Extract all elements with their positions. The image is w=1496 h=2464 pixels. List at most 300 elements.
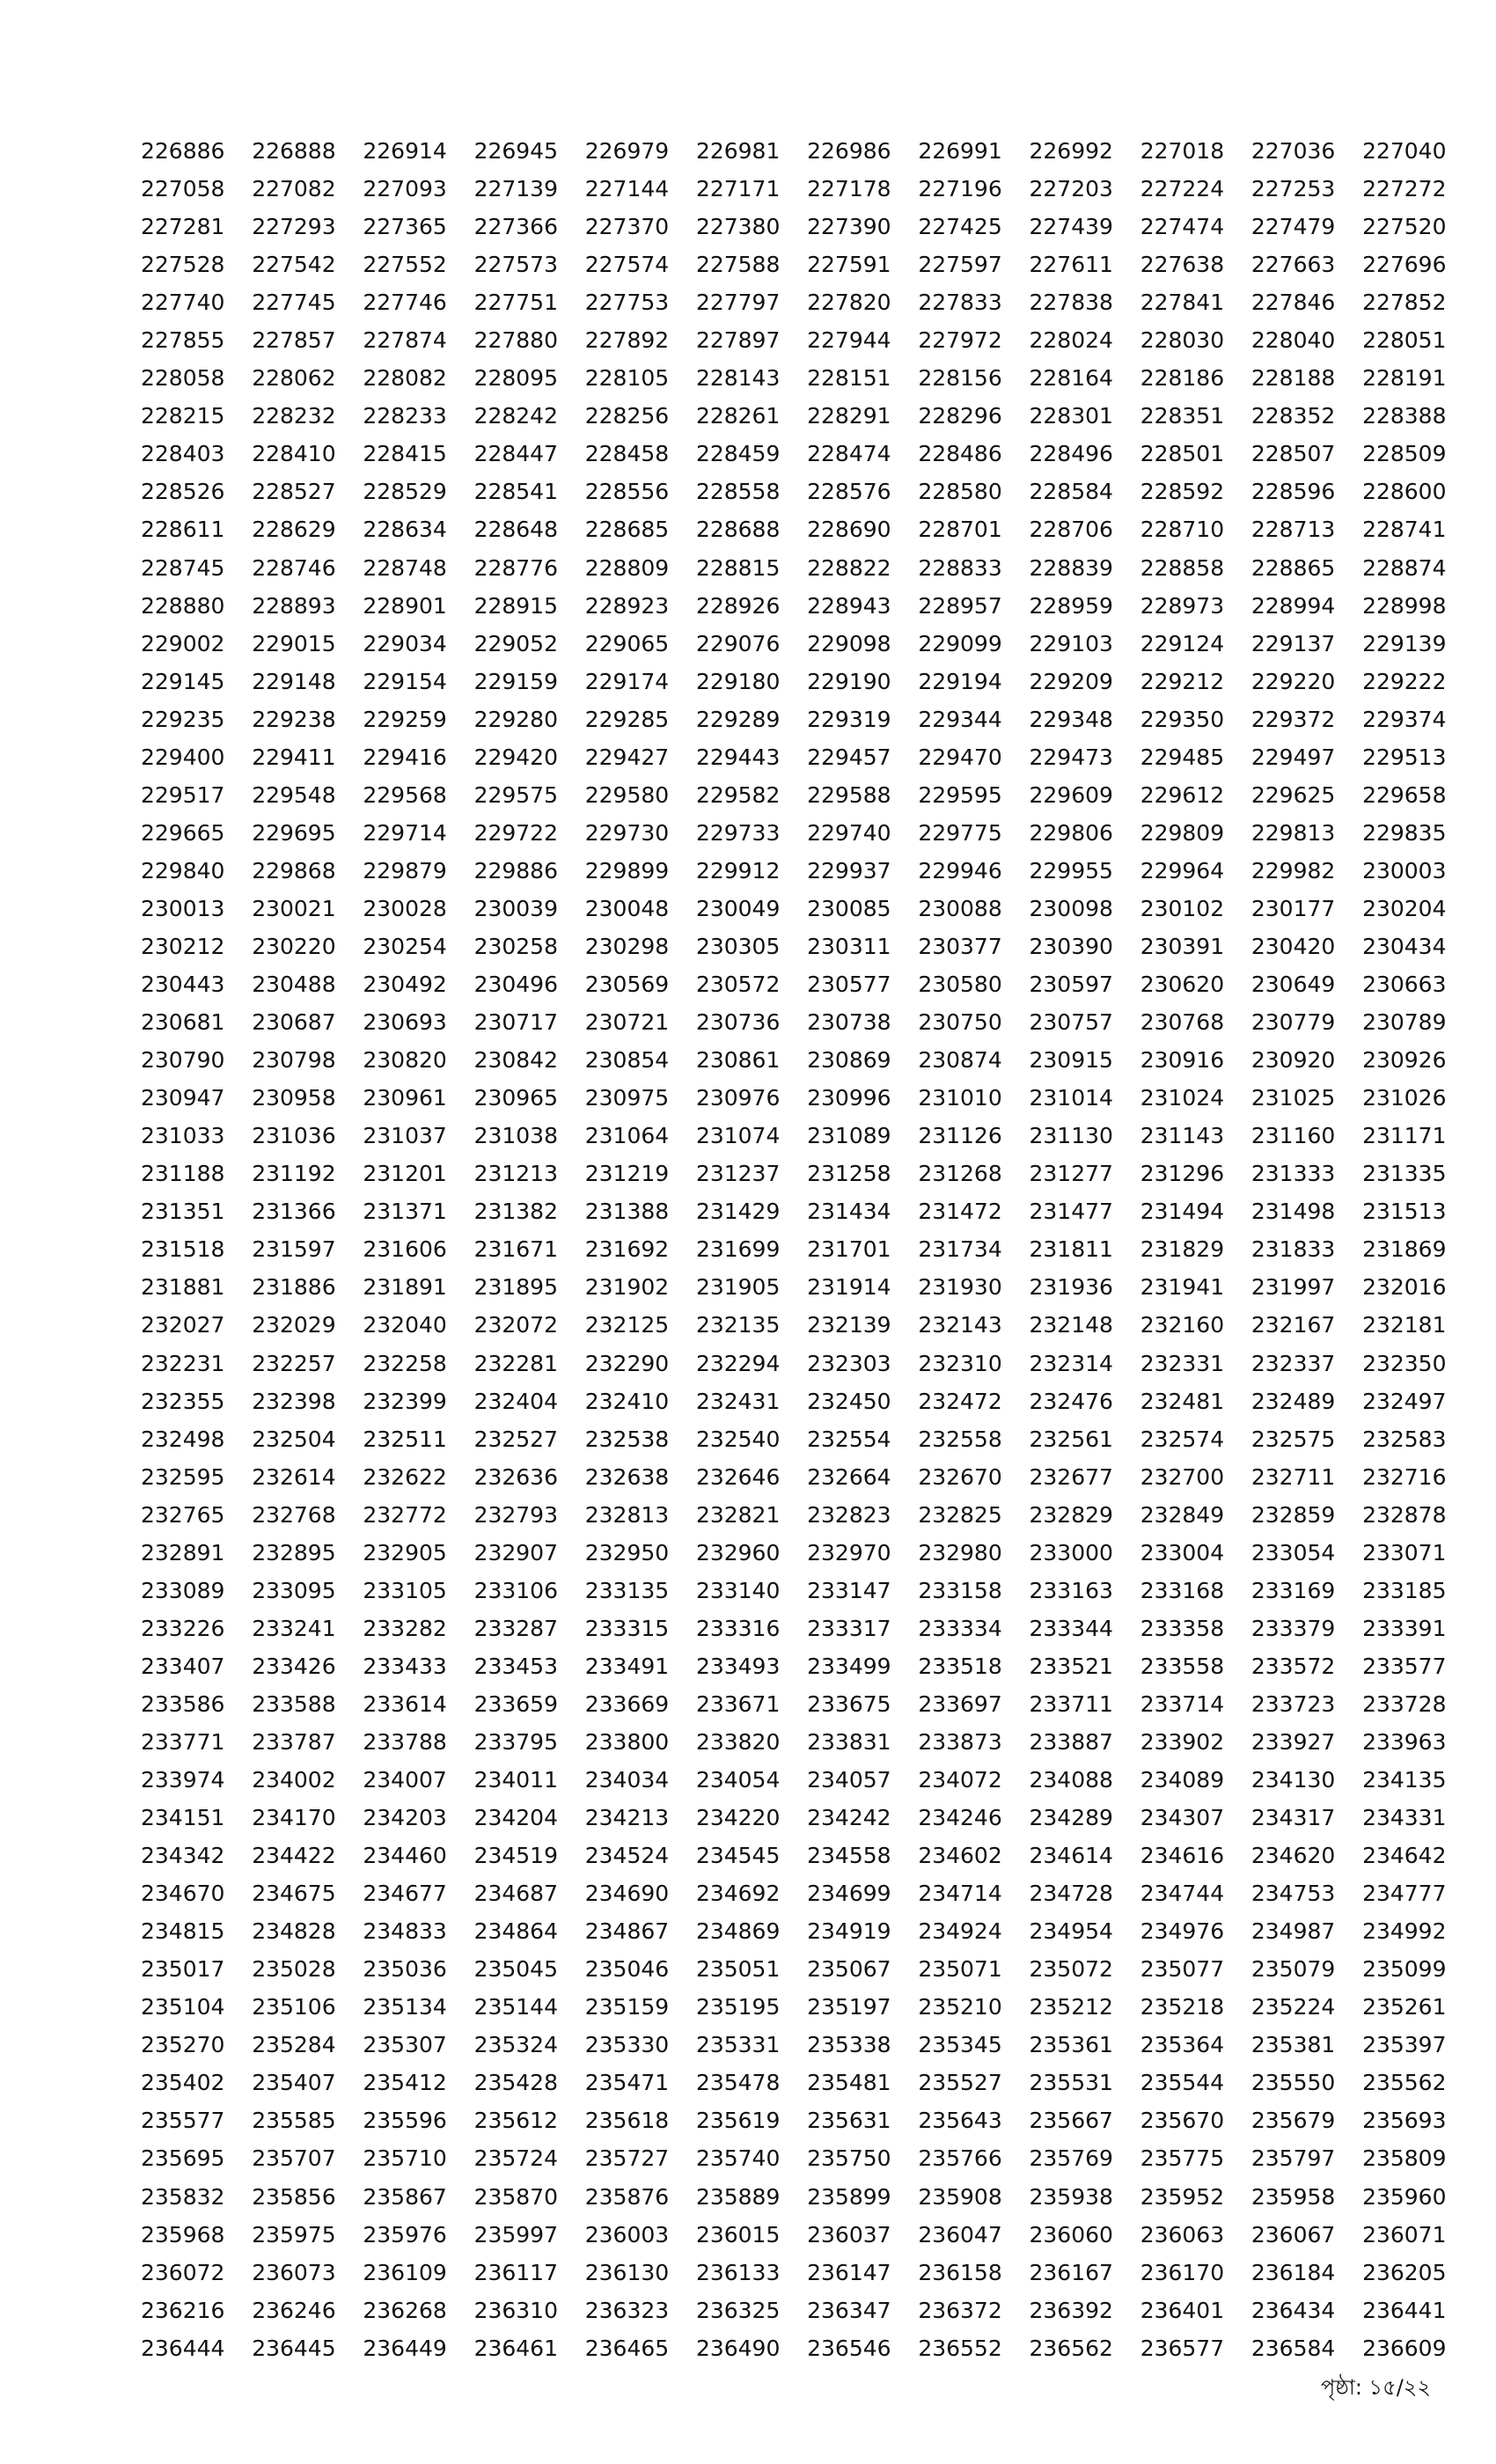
roll-number-cell: 234289: [1029, 1805, 1113, 1831]
roll-number-cell: 232980: [918, 1539, 1002, 1566]
roll-number-cell: 231024: [1140, 1085, 1225, 1111]
roll-number-cell: 235381: [1250, 2032, 1336, 2058]
roll-number-cell: 235159: [584, 1994, 670, 2020]
roll-number-cell: 235670: [1140, 2108, 1225, 2134]
roll-number-cell: 232527: [473, 1426, 558, 1452]
roll-number-cell: 227203: [1029, 176, 1113, 202]
roll-number-cell: 234246: [918, 1805, 1002, 1831]
roll-number-cell: 232950: [584, 1539, 670, 1566]
roll-number-cell: 233334: [918, 1615, 1002, 1641]
roll-number-cell: 233316: [695, 1615, 781, 1641]
roll-number-cell: 232167: [1250, 1312, 1336, 1338]
roll-number-cell: 235585: [252, 2108, 336, 2134]
roll-number-cell: 231201: [363, 1161, 447, 1187]
roll-number-cell: 235331: [695, 2032, 781, 2058]
roll-number-cell: 227574: [584, 252, 670, 278]
roll-number-cell: 230789: [1362, 1009, 1447, 1036]
roll-number-cell: 230693: [363, 1009, 447, 1036]
roll-number-cell: 235036: [363, 1956, 447, 1983]
roll-number-cell: 229350: [1140, 706, 1225, 732]
roll-number-cell: 228410: [252, 441, 336, 467]
roll-number-cell: 233000: [1029, 1539, 1113, 1566]
roll-number-cell: 229912: [695, 857, 781, 884]
roll-number-cell: 229416: [363, 744, 447, 770]
roll-number-cell: 228957: [918, 592, 1002, 619]
roll-number-cell: 231143: [1140, 1123, 1225, 1149]
roll-number-cell: 235619: [695, 2108, 781, 2134]
roll-number-cell: 232160: [1140, 1312, 1225, 1338]
roll-number-cell: 232823: [807, 1501, 891, 1528]
roll-number-cell: 229148: [252, 668, 336, 694]
roll-number-cell: 234602: [918, 1843, 1002, 1869]
roll-number-cell: 228558: [695, 479, 781, 505]
roll-number-cell: 232398: [252, 1388, 336, 1414]
roll-number-cell: 233358: [1140, 1615, 1225, 1641]
roll-number-cell: 236461: [473, 2335, 558, 2361]
roll-number-cell: 235195: [695, 1994, 781, 2020]
roll-number-cell: 228880: [141, 592, 225, 619]
roll-number-cell: 232574: [1140, 1426, 1225, 1452]
roll-number-cell: 228301: [1029, 403, 1113, 429]
roll-number-cell: 233714: [1140, 1690, 1225, 1717]
roll-number-cell: 230738: [807, 1009, 891, 1036]
roll-number-cell: 231869: [1362, 1236, 1447, 1263]
roll-number-cell: 232040: [363, 1312, 447, 1338]
roll-number-cell: 230721: [584, 1009, 670, 1036]
roll-number-cell: 231033: [141, 1123, 225, 1149]
roll-number-cell: 231902: [584, 1274, 670, 1301]
roll-number-cell: 233800: [584, 1728, 670, 1755]
roll-number-cell: 234135: [1362, 1767, 1447, 1793]
roll-number-cell: 227520: [1362, 214, 1447, 240]
roll-number-cell: 234728: [1029, 1881, 1113, 1907]
roll-number-cell: 231213: [473, 1161, 558, 1187]
roll-number-cell: 236449: [363, 2335, 447, 2361]
roll-number-cell: 230420: [1250, 933, 1336, 959]
roll-number-cell: 234867: [584, 1918, 670, 1945]
roll-number-cell: 228526: [141, 479, 225, 505]
roll-number-cell: 234777: [1362, 1881, 1447, 1907]
roll-number-cell: 228629: [252, 517, 336, 543]
roll-number-cell: 232765: [141, 1501, 225, 1528]
roll-number-cell: 228973: [1140, 592, 1225, 619]
roll-number-cell: 236072: [141, 2259, 225, 2285]
roll-number-cell: 235478: [695, 2070, 781, 2096]
roll-number-cell: 232410: [584, 1388, 670, 1414]
roll-number-cell: 232622: [363, 1463, 447, 1490]
roll-number-cell: 227552: [363, 252, 447, 278]
roll-number-cell: 229840: [141, 857, 225, 884]
roll-number-cell: 234524: [584, 1843, 670, 1869]
roll-number-cell: 227366: [473, 214, 558, 240]
roll-number-cell: 232891: [141, 1539, 225, 1566]
roll-number-cell: 231126: [918, 1123, 1002, 1149]
roll-number-cell: 227751: [473, 290, 558, 316]
roll-number-cell: 227846: [1250, 290, 1336, 316]
roll-number-cell: 233158: [918, 1577, 1002, 1603]
roll-number-cell: 230750: [918, 1009, 1002, 1036]
roll-number-cell: 230088: [918, 895, 1002, 921]
roll-number-cell: 229513: [1362, 744, 1447, 770]
roll-number-cell: 231025: [1250, 1085, 1336, 1111]
roll-number-cell: 235612: [473, 2108, 558, 2134]
roll-number-cell: 231371: [363, 1199, 447, 1225]
roll-number-cell: 232670: [918, 1463, 1002, 1490]
roll-number-cell: 233614: [363, 1690, 447, 1717]
roll-number-cell: 235210: [918, 1994, 1002, 2020]
roll-number-cell: 227880: [473, 327, 558, 354]
roll-number-cell: 232614: [252, 1463, 336, 1490]
roll-number-cell: 236552: [918, 2335, 1002, 2361]
roll-number-cell: 232472: [918, 1388, 1002, 1414]
roll-number-cell: 231366: [252, 1199, 336, 1225]
roll-number-cell: 231895: [473, 1274, 558, 1301]
roll-number-cell: 235952: [1140, 2183, 1225, 2210]
roll-number-cell: 232314: [1029, 1350, 1113, 1376]
roll-number-cell: 231606: [363, 1236, 447, 1263]
roll-number-cell: 230861: [695, 1047, 781, 1074]
roll-number-cell: 235134: [363, 1994, 447, 2020]
roll-number-cell: 227542: [252, 252, 336, 278]
roll-number-cell: 228040: [1250, 327, 1336, 354]
roll-number-cell: 228233: [363, 403, 447, 429]
roll-number-cell: 227058: [141, 176, 225, 202]
roll-number-cell: 233588: [252, 1690, 336, 1717]
roll-number-cell: 234342: [141, 1843, 225, 1869]
roll-number-cell: 234220: [695, 1805, 781, 1831]
roll-number-cell: 228776: [473, 554, 558, 581]
roll-number-cell: 235740: [695, 2145, 781, 2172]
roll-number-cell: 233379: [1250, 1615, 1336, 1641]
roll-number-cell: 235397: [1362, 2032, 1447, 2058]
roll-number-cell: 228833: [918, 554, 1002, 581]
roll-number-cell: 233491: [584, 1653, 670, 1679]
roll-number-cell: 234151: [141, 1805, 225, 1831]
roll-number-cell: 229722: [473, 819, 558, 846]
roll-number-cell: 232027: [141, 1312, 225, 1338]
roll-number-cell: 235975: [252, 2221, 336, 2248]
roll-number-cell: 231388: [584, 1199, 670, 1225]
roll-number-cell: 228082: [363, 365, 447, 392]
roll-number-cell: 229730: [584, 819, 670, 846]
roll-number-cell: 232303: [807, 1350, 891, 1376]
roll-number-cell: 232072: [473, 1312, 558, 1338]
roll-number-cell: 227855: [141, 327, 225, 354]
roll-number-cell: 228710: [1140, 517, 1225, 543]
roll-number-cell: 235775: [1140, 2145, 1225, 2172]
roll-number-cell: 227874: [363, 327, 447, 354]
roll-number-cell: 228748: [363, 554, 447, 581]
roll-number-cell: 235481: [807, 2070, 891, 2096]
roll-number-cell: 235104: [141, 1994, 225, 2020]
roll-number-cell: 227272: [1362, 176, 1447, 202]
roll-number-grid: [141, 132, 1473, 2367]
roll-number-cell: 228745: [141, 554, 225, 581]
roll-number-cell: 229548: [252, 781, 336, 808]
roll-number-cell: 229180: [695, 668, 781, 694]
roll-number-cell: 236401: [1140, 2297, 1225, 2323]
roll-number-cell: 232231: [141, 1350, 225, 1376]
roll-number-cell: 231930: [918, 1274, 1002, 1301]
roll-number-cell: 234011: [473, 1767, 558, 1793]
roll-number-cell: 236372: [918, 2297, 1002, 2323]
roll-number-cell: 235562: [1362, 2070, 1447, 2096]
roll-number-cell: 231905: [695, 1274, 781, 1301]
roll-number-cell: 227611: [1029, 252, 1113, 278]
roll-number-cell: 232404: [473, 1388, 558, 1414]
roll-number-cell: 231038: [473, 1123, 558, 1149]
roll-number-cell: 230842: [473, 1047, 558, 1074]
roll-number-cell: 231833: [1250, 1236, 1336, 1263]
roll-number-cell: 227591: [807, 252, 891, 278]
roll-number-cell: 231171: [1362, 1123, 1447, 1149]
roll-number-cell: 235550: [1250, 2070, 1336, 2096]
roll-number-cell: 234616: [1140, 1843, 1225, 1869]
roll-number-cell: 229139: [1362, 630, 1447, 656]
roll-number-cell: 228580: [918, 479, 1002, 505]
roll-number-cell: 227253: [1250, 176, 1336, 202]
roll-number-cell: 232716: [1362, 1463, 1447, 1490]
roll-number-cell: 235695: [141, 2145, 225, 2172]
roll-number-cell: 233105: [363, 1577, 447, 1603]
roll-number-cell: 228596: [1250, 479, 1336, 505]
roll-number-cell: 231026: [1362, 1085, 1447, 1111]
roll-number-cell: 233344: [1029, 1615, 1113, 1641]
roll-number-cell: 229625: [1250, 781, 1336, 808]
roll-number-cell: 235643: [918, 2108, 1002, 2134]
roll-number-cell: 232905: [363, 1539, 447, 1566]
roll-number-cell: 233095: [252, 1577, 336, 1603]
roll-number-cell: 229443: [695, 744, 781, 770]
roll-number-cell: 228232: [252, 403, 336, 429]
roll-number-cell: 227528: [141, 252, 225, 278]
roll-number-cell: 234642: [1362, 1843, 1447, 1869]
roll-number-cell: 231936: [1029, 1274, 1113, 1301]
roll-number-cell: 227390: [807, 214, 891, 240]
roll-number-cell: 229285: [584, 706, 670, 732]
roll-number-cell: 229473: [1029, 744, 1113, 770]
roll-number-cell: 235402: [141, 2070, 225, 2096]
roll-number-cell: 235997: [473, 2221, 558, 2248]
roll-number-cell: 231518: [141, 1236, 225, 1263]
roll-number-cell: 235544: [1140, 2070, 1225, 2096]
roll-number-cell: 231268: [918, 1161, 1002, 1187]
roll-number-cell: 227370: [584, 214, 670, 240]
roll-number-cell: 228746: [252, 554, 336, 581]
roll-number-cell: 232125: [584, 1312, 670, 1338]
roll-number-cell: 226945: [473, 138, 558, 164]
roll-number-cell: 235046: [584, 1956, 670, 1983]
roll-number-cell: 232825: [918, 1501, 1002, 1528]
roll-number-cell: 232907: [473, 1539, 558, 1566]
roll-number-cell: 234460: [363, 1843, 447, 1869]
roll-number-cell: 227897: [695, 327, 781, 354]
roll-number-cell: 230177: [1250, 895, 1336, 921]
roll-number-cell: 227892: [584, 327, 670, 354]
roll-number-cell: 229427: [584, 744, 670, 770]
roll-number-cell: 227474: [1140, 214, 1225, 240]
roll-number-cell: 235766: [918, 2145, 1002, 2172]
roll-number-cell: 235618: [584, 2108, 670, 2134]
roll-number-cell: 227841: [1140, 290, 1225, 316]
roll-number-cell: 235261: [1362, 1994, 1447, 2020]
roll-number-cell: 235976: [363, 2221, 447, 2248]
roll-number-cell: 234815: [141, 1918, 225, 1945]
roll-number-cell: 235710: [363, 2145, 447, 2172]
roll-number-cell: 227018: [1140, 138, 1225, 164]
roll-number-cell: 228915: [473, 592, 558, 619]
roll-number-cell: 230798: [252, 1047, 336, 1074]
roll-number-cell: 228690: [807, 517, 891, 543]
roll-number-cell: 235338: [807, 2032, 891, 2058]
roll-number-cell: 229002: [141, 630, 225, 656]
roll-number-cell: 227171: [695, 176, 781, 202]
roll-number-cell: 228388: [1362, 403, 1447, 429]
roll-number-cell: 229220: [1250, 668, 1336, 694]
roll-number-cell: 227144: [584, 176, 670, 202]
roll-number-cell: 236067: [1250, 2221, 1336, 2248]
roll-number-cell: 227093: [363, 176, 447, 202]
roll-number-cell: 229497: [1250, 744, 1336, 770]
roll-number-cell: 228998: [1362, 592, 1447, 619]
roll-number-cell: 236184: [1250, 2259, 1336, 2285]
roll-number-cell: 234869: [695, 1918, 781, 1945]
roll-number-cell: 233820: [695, 1728, 781, 1755]
roll-number-cell: 230965: [473, 1085, 558, 1111]
roll-number-cell: 228713: [1250, 517, 1336, 543]
roll-number-cell: 227857: [252, 327, 336, 354]
roll-number-cell: 230049: [695, 895, 781, 921]
roll-number-cell: 231734: [918, 1236, 1002, 1263]
roll-number-cell: 231089: [807, 1123, 891, 1149]
roll-number-cell: 230013: [141, 895, 225, 921]
roll-number-cell: 232257: [252, 1350, 336, 1376]
roll-number-cell: 233518: [918, 1653, 1002, 1679]
roll-number-cell: 227833: [918, 290, 1002, 316]
roll-number-cell: 231382: [473, 1199, 558, 1225]
roll-number-cell: 232135: [695, 1312, 781, 1338]
roll-number-cell: 230443: [141, 972, 225, 998]
roll-number-cell: 236490: [695, 2335, 781, 2361]
roll-number-cell: 232575: [1250, 1426, 1336, 1452]
roll-number-cell: 235876: [584, 2183, 670, 2210]
roll-number-cell: 231036: [252, 1123, 336, 1149]
roll-number-cell: 235679: [1250, 2108, 1336, 2134]
roll-number-cell: 228403: [141, 441, 225, 467]
roll-number-cell: 226992: [1029, 138, 1113, 164]
roll-number-cell: 236434: [1250, 2297, 1336, 2323]
roll-number-cell: 228058: [141, 365, 225, 392]
roll-number-cell: 230390: [1029, 933, 1113, 959]
roll-number-cell: 230258: [473, 933, 558, 959]
roll-number-cell: 226888: [252, 138, 336, 164]
roll-number-cell: 228415: [363, 441, 447, 467]
roll-number-cell: 233426: [252, 1653, 336, 1679]
roll-number-cell: 231881: [141, 1274, 225, 1301]
roll-number-cell: 227425: [918, 214, 1002, 240]
roll-number-cell: 234034: [584, 1767, 670, 1793]
roll-number-cell: 230820: [363, 1047, 447, 1074]
roll-number-cell: 230377: [918, 933, 1002, 959]
roll-number-cell: 228858: [1140, 554, 1225, 581]
roll-number-cell: 235577: [141, 2108, 225, 2134]
roll-number-cell: 229612: [1140, 781, 1225, 808]
roll-number-cell: 228741: [1362, 517, 1447, 543]
page-number: পৃষ্ঠা: ১৫/২২: [1320, 2375, 1431, 2400]
roll-number-cell: 228634: [363, 517, 447, 543]
roll-number-cell: 232290: [584, 1350, 670, 1376]
roll-number-cell: 235727: [584, 2145, 670, 2172]
roll-number-cell: 234204: [473, 1805, 558, 1831]
roll-number-cell: 229457: [807, 744, 891, 770]
roll-number-cell: 234714: [918, 1881, 1002, 1907]
roll-number-cell: 234054: [695, 1767, 781, 1793]
roll-number-cell: 231886: [252, 1274, 336, 1301]
roll-number-cell: 229212: [1140, 668, 1225, 694]
roll-number-cell: 231014: [1029, 1085, 1113, 1111]
roll-number-cell: 235889: [695, 2183, 781, 2210]
roll-number-cell: 232813: [584, 1501, 670, 1528]
roll-number-cell: 230736: [695, 1009, 781, 1036]
roll-number-cell: 236310: [473, 2297, 558, 2323]
roll-number-cell: 228261: [695, 403, 781, 429]
roll-number-cell: 234690: [584, 1881, 670, 1907]
roll-number-cell: 229420: [473, 744, 558, 770]
roll-number-cell: 230305: [695, 933, 781, 959]
roll-number-cell: 233089: [141, 1577, 225, 1603]
roll-number-cell: 228815: [695, 554, 781, 581]
roll-number-cell: 228151: [807, 365, 891, 392]
roll-number-cell: 232431: [695, 1388, 781, 1414]
roll-number-cell: 230577: [807, 972, 891, 998]
roll-number-cell: 234545: [695, 1843, 781, 1869]
roll-number-cell: 231891: [363, 1274, 447, 1301]
roll-number-cell: 235667: [1029, 2108, 1113, 2134]
roll-number-cell: 230620: [1140, 972, 1225, 998]
roll-number-cell: 236465: [584, 2335, 670, 2361]
roll-number-cell: 235224: [1250, 1994, 1336, 2020]
roll-number-cell: 231597: [252, 1236, 336, 1263]
roll-number-cell: 233728: [1362, 1690, 1447, 1717]
roll-number-cell: 230204: [1362, 895, 1447, 921]
roll-number-cell: 233675: [807, 1690, 891, 1717]
roll-number-cell: 228706: [1029, 517, 1113, 543]
roll-number-cell: 232337: [1250, 1350, 1336, 1376]
roll-number-cell: 229609: [1029, 781, 1113, 808]
roll-number-cell: 233106: [473, 1577, 558, 1603]
roll-number-cell: 230681: [141, 1009, 225, 1036]
roll-number-cell: 231160: [1250, 1123, 1336, 1149]
roll-number-cell: 228926: [695, 592, 781, 619]
roll-number-cell: 229879: [363, 857, 447, 884]
roll-number-cell: 230003: [1362, 857, 1447, 884]
roll-number-cell: 230926: [1362, 1047, 1447, 1074]
roll-number-cell: 229154: [363, 668, 447, 694]
roll-number-cell: 230790: [141, 1047, 225, 1074]
roll-number-cell: 232181: [1362, 1312, 1447, 1338]
roll-number-cell: 227040: [1362, 138, 1447, 164]
roll-number-cell: 229194: [918, 668, 1002, 694]
roll-number-cell: 229964: [1140, 857, 1225, 884]
roll-number-cell: 228291: [807, 403, 891, 429]
roll-number-cell: 228143: [695, 365, 781, 392]
roll-number-cell: 228701: [918, 517, 1002, 543]
roll-number-cell: 235867: [363, 2183, 447, 2210]
roll-number-cell: 229348: [1029, 706, 1113, 732]
roll-number-cell: 230920: [1250, 1047, 1336, 1074]
roll-number-cell: 228509: [1362, 441, 1447, 467]
roll-number-cell: 234170: [252, 1805, 336, 1831]
